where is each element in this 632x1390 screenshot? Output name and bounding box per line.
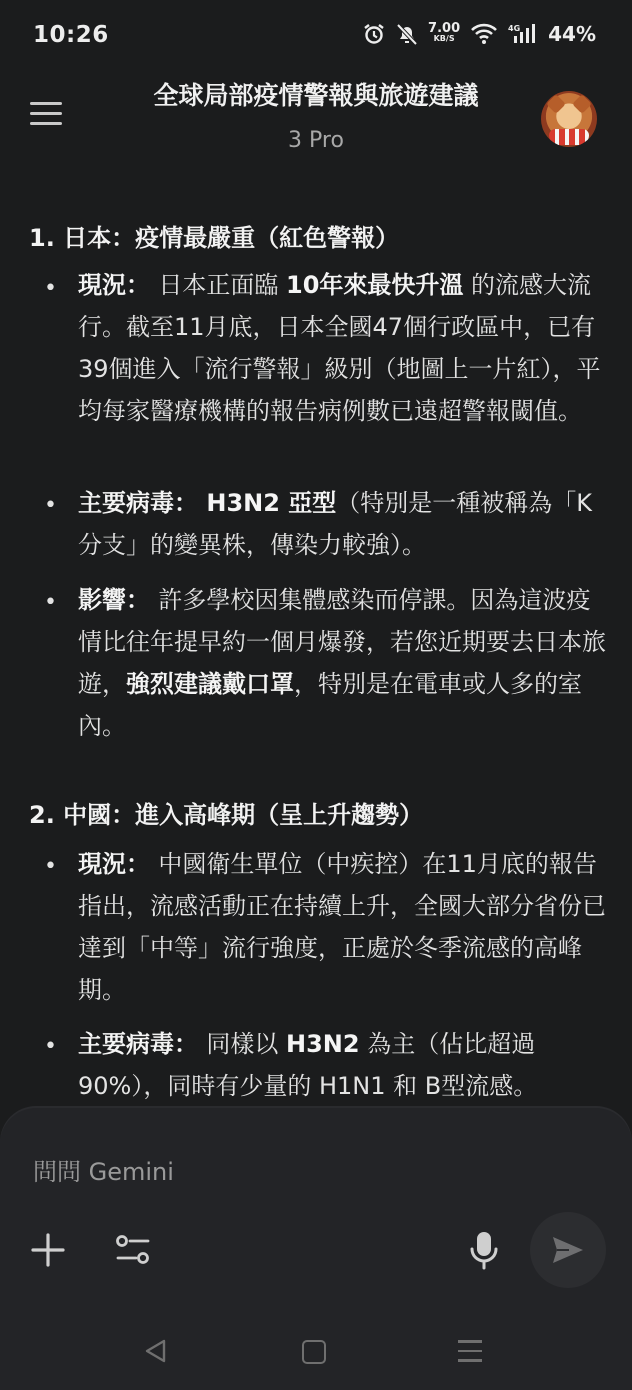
section-title: 2. 中國：進入高峰期（呈上升趨勢） xyxy=(29,801,424,829)
list-item xyxy=(78,1023,614,1105)
list-item xyxy=(78,579,614,747)
prompt-panel xyxy=(0,1108,632,1390)
recents-line xyxy=(458,1359,482,1362)
list-item xyxy=(78,843,614,1011)
bullet-dot: • xyxy=(44,590,57,615)
bullet-label: 主要病毒： xyxy=(78,1030,207,1058)
status-time: 10:26 xyxy=(33,22,109,48)
bullet-dot: • xyxy=(44,276,57,301)
list-item xyxy=(78,264,614,432)
tools-icon[interactable] xyxy=(115,1232,151,1268)
microphone-icon[interactable] xyxy=(468,1230,500,1270)
network-speed xyxy=(428,22,460,43)
bullet-body: 中國衛生單位（中疾控）在11月底的報告指出，流感活動正在持續上升，全國大部分省份已達到「中等」流行強度，正處於冬季流感的高峰期。 xyxy=(78,850,606,1004)
alarm-icon xyxy=(362,22,386,46)
response-content xyxy=(0,210,632,1105)
bullet-label: 現況： xyxy=(78,271,159,299)
bullet-body: 許多學校因集體感染而停課。因為這波疫情比往年提早約一個月爆發，若您近期要去日本旅遊，強烈建議戴口罩，特別是在電車或人多的室內。 xyxy=(78,586,606,740)
app-header xyxy=(0,72,632,172)
send-icon xyxy=(551,1235,585,1265)
section-title: 1. 日本：疫情最嚴重（紅色警報） xyxy=(29,224,400,252)
bullet-label: 現況： xyxy=(78,850,159,878)
recents-line xyxy=(458,1340,482,1343)
network-speed-unit: KB/S xyxy=(433,34,455,43)
prompt-input[interactable]: 問問 Gemini xyxy=(33,1158,174,1186)
wifi-icon xyxy=(470,23,498,45)
bullet-body: H3N2 亞型（特別是一種被稱為「K分支」的變異株，傳染力較強）。 xyxy=(78,489,593,559)
recents-line xyxy=(458,1350,482,1353)
nav-home-icon[interactable] xyxy=(302,1340,326,1364)
signal-4g-icon xyxy=(508,23,538,45)
bullet-dot: • xyxy=(44,493,57,518)
conversation-title[interactable]: 全球局部疫情警報與旅遊建議 xyxy=(153,81,479,110)
send-button[interactable] xyxy=(530,1212,606,1288)
add-icon[interactable] xyxy=(30,1232,66,1268)
system-nav-bar xyxy=(0,1322,632,1382)
hamburger-icon-line xyxy=(30,122,62,125)
nav-recents-icon[interactable] xyxy=(458,1340,482,1369)
hamburger-icon-line xyxy=(30,112,62,115)
network-type-label: 4G xyxy=(508,24,521,33)
list-item xyxy=(78,482,614,566)
bullet-dot: • xyxy=(44,854,57,879)
avatar[interactable] xyxy=(541,91,597,147)
bullet-body: 日本正面臨 10年來最快升溫 的流感大流行。截至11月底，日本全國47個行政區中，已有39個進入「流行警報」級別（地圖上一片紅），平均每家醫療機構的報告病例數已遠超警報閾值。 xyxy=(78,271,601,425)
avatar-scarf xyxy=(549,129,589,145)
mute-bell-icon xyxy=(396,22,418,46)
bullet-label: 影響： xyxy=(78,586,159,614)
battery-percent: 44% xyxy=(548,22,596,46)
nav-back-icon[interactable] xyxy=(143,1338,169,1364)
bullet-dot: • xyxy=(44,1034,57,1059)
status-bar xyxy=(0,0,632,72)
bullet-body: 同樣以 H3N2 為主（佔比超過90%），同時有少量的 H1N1 和 B型流感。 xyxy=(78,1030,538,1100)
network-speed-value: 7.00 xyxy=(428,21,461,36)
bullet-label: 主要病毒： xyxy=(78,489,207,517)
status-icons xyxy=(362,22,596,46)
model-selector[interactable]: 3 Pro xyxy=(288,128,344,153)
